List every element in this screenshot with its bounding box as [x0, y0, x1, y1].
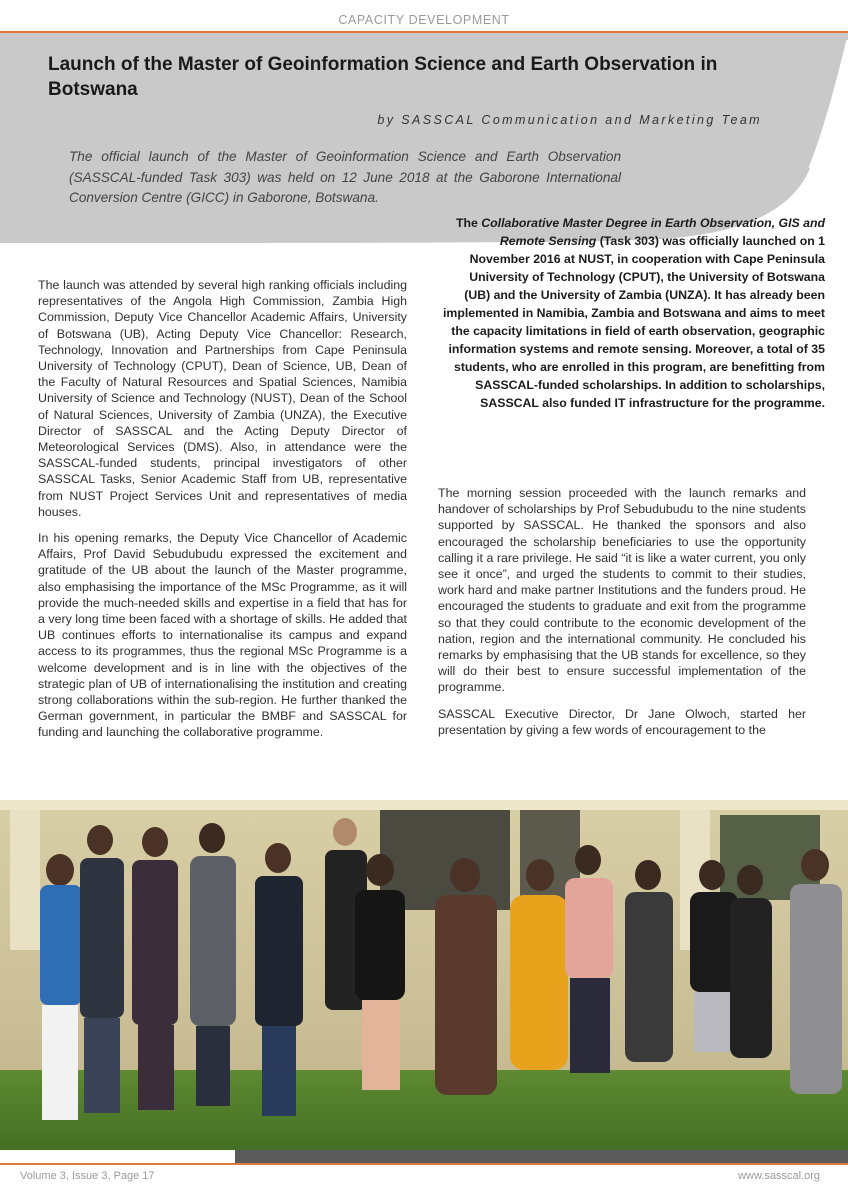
left-column [38, 277, 407, 751]
article-byline: by SASSCAL Communication and Marketing Team [377, 113, 762, 127]
bottom-rule [0, 1163, 848, 1165]
section-label: CAPACITY DEVELOPMENT [338, 13, 510, 27]
paragraph: The morning session proceeded with the launch remarks and handover of scholarships by Prof Sebudubudu to the nine students supported by SASSCAL. He thanked the sponsors and also encouraged the scholarship beneficiaries to use the opportunity calling it a rare privilege. He said “it is like a water current, you only see it once”, and urged the students to commit to their studies, work hard and make partner Institutions and the funders proud. He encouraged the students to graduate and exit from the programme so that they could contribute to the economic development of the nation, region and the international community. He concluded his remarks by emphasising that the UB stands for excellence, so they will do their best to ensure successful implementation of the programme. [438, 486, 806, 695]
article-intro: The official launch of the Master of Geoinformation Science and Earth Observation (SASSCAL-funded Task 303) was held on 12 June 2018 at the Gaborone International Conversion Centre (GICC) in Gaborone, Botswana. [69, 149, 621, 205]
paragraph: SASSCAL Executive Director, Dr Jane Olwoch, started her presentation by giving a few words of encouragement to the [438, 706, 806, 737]
program-callout [440, 214, 825, 412]
article-title: Launch of the Master of Geoinformation Science and Earth Observation in Botswana [48, 54, 718, 100]
callout-program-name: Collaborative Master Degree in Earth Observation, GIS and Remote Sensing [481, 216, 825, 248]
footer-website: www.sasscal.org [738, 1170, 820, 1182]
group-photo [0, 780, 848, 1163]
right-column [438, 485, 806, 748]
callout-rest: (Task 303) was officially launched on 1 November 2016 at NUST, in cooperation with Cape Peninsula University of Technology (CPUT), the University of Botswana (UB) and the University of Zambia (UNZA). It has already been implemented in Namibia, Zambia and Botswana and aims to meet the capacity limitations in field of earth observation, geographic information systems and remote sensing. Moreover, a total of 35 students, who are enrolled in this program, are benefitting from SASSCAL-funded scholarships. In addition to scholarships, SASSCAL also funded IT infrastructure for the programme. [443, 234, 825, 410]
footer-issue: Volume 3, Issue 3, Page 17 [20, 1170, 155, 1182]
paragraph: The launch was attended by several high ranking officials including representatives of the Angola High Commission, Zambia High Commission, Deputy Vice Chancellor Academic Affairs, University of Botswana (UB), Acting Deputy Vice Chancellor: Research, Technology, Innovation and Partnerships from Cape Peninsula University of Technology (CPUT), Dean of Science, UB, Dean of the Faculty of Natural Resources and Spatial Sciences, Namibia University of Science and Technology (NUST), Dean of the School of Natural Sciences, University of Zambia (UNZA), the Executive Director of SASSCAL and the Acting Deputy Director of Meteorological Services (DMS). Also, in attendance were the SASSCAL-funded students, principal investigators of other SASSCAL Tasks, Senior Academic Staff from UB, representative from NUST Project Services Unit and representatives of media houses. [38, 278, 407, 519]
paragraph: In his opening remarks, the Deputy Vice Chancellor of Academic Affairs, Prof David Sebudubudu expressed the excitement and gratitude of the UB about the launch of the Master programme, also emphasising the importance of the MSc Programme, as it will provide the much-needed skills and expertise in a field that has for a very long time been faced with a shortage of skills. He added that UB continues efforts to internationalise its campus and expand access to its programmes, thus the regional MSc Programme is a welcome development and is in line with the objectives of the strategic plan of UB of internationalising the institution and creating strong collaborations within the sub-region. He further thanked the German government, in particular the BMBF and SASSCAL for funding and launching the collaborative programme. [38, 531, 407, 740]
callout-the: The [455, 216, 482, 230]
